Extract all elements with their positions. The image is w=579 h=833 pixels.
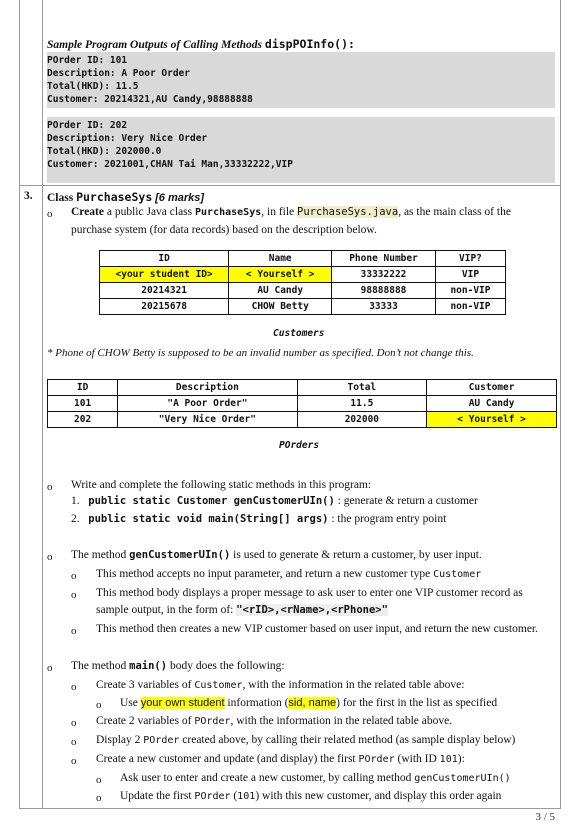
table-header: Phone Number [332, 251, 436, 267]
create-file: PurchaseSys.java [297, 206, 399, 218]
main-item-text: created above, by calling their related method (as sample display below) [179, 734, 516, 746]
right-border [560, 0, 561, 808]
bottom-border [19, 808, 561, 809]
phone-note: * Phone of CHOW Betty is supposed to be an invalid number as specified. Don’t not change this. [47, 347, 474, 359]
gen-item-code: Customer [433, 569, 482, 580]
main-item-text: , with the information in the related table above: [242, 679, 465, 691]
bullet-o: o [96, 774, 102, 786]
bullet-o: o [47, 208, 53, 220]
table-header: Name [229, 251, 332, 267]
output-line: Customer: 2021001,CHAN Tai Man,33332222,VIP [47, 159, 293, 170]
bullet-o: o [47, 551, 53, 563]
bullet-o: o [71, 570, 77, 582]
method-item-1 [71, 495, 478, 507]
main-item-text: (with ID [394, 753, 440, 765]
main-item-code: POrder [358, 754, 395, 765]
create-text: , as the main class of the [398, 206, 511, 218]
porders-table [47, 379, 557, 428]
method-signature: public static Customer genCustomerUIn() [88, 495, 335, 507]
table-cell: non-VIP [435, 283, 505, 299]
highlight-text: sid, name [288, 697, 337, 709]
table-cell: 98888888 [332, 283, 436, 299]
table-cell: 20215678 [100, 299, 229, 315]
method-signature: public static void main(String[] args) [88, 513, 329, 525]
output-line: Description: A Poor Order [47, 68, 190, 79]
main-item-text: information ( [224, 697, 289, 709]
main-item-text: Display 2 [96, 734, 144, 746]
main-item-text: ( [230, 790, 238, 802]
table-header-row [100, 251, 506, 267]
bullet-o: o [47, 662, 53, 674]
table-cell: "Very Nice Order" [118, 412, 297, 428]
table-row [100, 299, 506, 315]
output-line: Total(HKD): 202000.0 [47, 146, 162, 157]
main-item-text: Create a new customer and update (and display) the first [96, 753, 359, 765]
table-cell: < Yourself > [427, 412, 557, 428]
create-text: , in file [261, 206, 298, 218]
gen-intro-text: The method [71, 549, 130, 561]
main-intro-code: main() [129, 660, 168, 672]
table-row [100, 283, 506, 299]
bullet-o: o [71, 589, 77, 601]
main-item-1-sub [120, 697, 497, 709]
row-separator [19, 185, 561, 186]
output-block-2 [47, 117, 555, 183]
table-header-row [48, 380, 557, 396]
table-header: ID [48, 380, 118, 396]
table-cell: 202 [48, 412, 118, 428]
table-cell: non-VIP [435, 299, 505, 315]
table-cell: <your student ID> [100, 267, 229, 283]
main-item-code: POrder [194, 716, 231, 727]
customers-caption: Customers [273, 328, 325, 339]
output-line: Customer: 20214321,AU Candy,98888888 [47, 94, 253, 105]
gen-item-2-line1: This method body displays a proper message to ask user to enter one VIP customer record as [96, 587, 523, 599]
porders-caption: POrders [279, 440, 320, 451]
main-item-text: ) for the first in the list as specified [336, 697, 498, 709]
methods-intro: Write and complete the following static methods in this program: [71, 479, 372, 491]
table-cell: AU Candy [427, 396, 557, 412]
create-line-2: purchase system (for data records) based on the description below. [71, 224, 377, 236]
main-item-text: Update the first [120, 790, 195, 802]
table-cell: "A Poor Order" [118, 396, 297, 412]
gen-intro-code: genCustomerUIn() [129, 549, 231, 561]
main-item-code: genCustomerUIn() [414, 773, 511, 784]
create-text: a public Java class [104, 206, 196, 218]
section-title-text: Sample Program Outputs of Calling Methods [47, 39, 265, 51]
output-block-1 [47, 52, 555, 108]
create-class: PurchaseSys [195, 207, 262, 218]
question-number: 3. [24, 190, 33, 202]
gen-item-code: "<rID>,<rName>,<rPhone>" [236, 604, 388, 616]
bullet-o: o [71, 736, 77, 748]
table-cell: 33333 [332, 299, 436, 315]
method-desc: : generate & return a customer [334, 495, 478, 507]
method-item-2 [71, 513, 446, 525]
main-item-3 [96, 734, 515, 746]
bullet-o: o [71, 681, 77, 693]
method-number: 2. [71, 513, 80, 525]
main-item-text: Create 3 variables of [96, 679, 195, 691]
bullet-o: o [71, 717, 77, 729]
table-row [48, 396, 557, 412]
output-line: POrder ID: 101 [47, 55, 128, 66]
main-item-code: 101 [439, 754, 458, 765]
question-marks: [6 marks] [155, 192, 205, 204]
main-item-4 [96, 753, 465, 765]
bullet-o: o [96, 792, 102, 804]
question-title [47, 190, 204, 204]
question-title-class: PurchaseSys [76, 190, 153, 204]
main-intro-text: body does the following: [167, 660, 285, 672]
main-item-text: Use [120, 697, 141, 709]
main-intro [71, 660, 285, 672]
divider-border [42, 0, 43, 808]
table-cell: CHOW Betty [229, 299, 332, 315]
bullet-o: o [96, 699, 102, 711]
table-cell: < Yourself > [229, 267, 332, 283]
output-line: POrder ID: 202 [47, 120, 128, 131]
left-border [19, 0, 20, 808]
bullet-o: o [71, 755, 77, 767]
customers-table [99, 250, 506, 315]
bullet-o: o [47, 481, 53, 493]
create-line-1 [71, 206, 511, 218]
main-item-code: 101 [237, 791, 256, 802]
table-cell: 33332222 [332, 267, 436, 283]
gen-item-text: This method accepts no input parameter, and return a new customer type [96, 568, 434, 580]
table-cell: 20214321 [100, 283, 229, 299]
main-item-code: POrder [194, 791, 231, 802]
main-item-1 [96, 679, 464, 691]
page-number: 3 / 5 [535, 811, 555, 823]
create-word: Create [71, 206, 104, 218]
main-intro-text: The method [71, 660, 130, 672]
table-row [100, 267, 506, 283]
main-item-code: Customer [194, 680, 243, 691]
main-item-text: Create 2 variables of [96, 715, 195, 727]
gen-item-1 [96, 568, 481, 580]
table-header: Customer [427, 380, 557, 396]
table-cell: 101 [48, 396, 118, 412]
main-item-4-sub-2 [120, 790, 501, 802]
bullet-o: o [71, 625, 77, 637]
main-item-text: Ask user to enter and create a new customer, by calling method [120, 772, 415, 784]
section-title [47, 37, 355, 51]
main-item-text: ) with this new customer, and display this order again [255, 790, 502, 802]
method-desc: : the program entry point [328, 513, 447, 525]
table-header: VIP? [435, 251, 505, 267]
highlight-text: your own student [140, 697, 225, 709]
main-item-text: , with the information in the related table above. [230, 715, 453, 727]
main-item-text: ): [457, 753, 465, 765]
question-title-prefix: Class [47, 192, 77, 204]
output-line: Description: Very Nice Order [47, 133, 208, 144]
main-item-code: POrder [143, 735, 180, 746]
main-item-2 [96, 715, 452, 727]
section-title-code: dispPOInfo(): [264, 37, 355, 51]
table-header: Description [118, 380, 297, 396]
table-cell: AU Candy [229, 283, 332, 299]
table-cell: VIP [435, 267, 505, 283]
gen-intro [71, 549, 482, 561]
method-number: 1. [71, 495, 80, 507]
gen-item-2-line2 [96, 604, 388, 616]
gen-intro-text: is used to generate & return a customer, by user input. [230, 549, 482, 561]
table-header: ID [100, 251, 229, 267]
table-cell: 202000 [297, 412, 427, 428]
gen-item-text: sample output, in the form of: [96, 604, 237, 616]
main-item-4-sub-1 [120, 772, 511, 784]
table-cell: 11.5 [297, 396, 427, 412]
gen-item-3: This method then creates a new VIP customer based on user input, and return the new customer. [96, 623, 538, 635]
table-header: Total [297, 380, 427, 396]
table-row [48, 412, 557, 428]
output-line: Total(HKD): 11.5 [47, 81, 139, 92]
